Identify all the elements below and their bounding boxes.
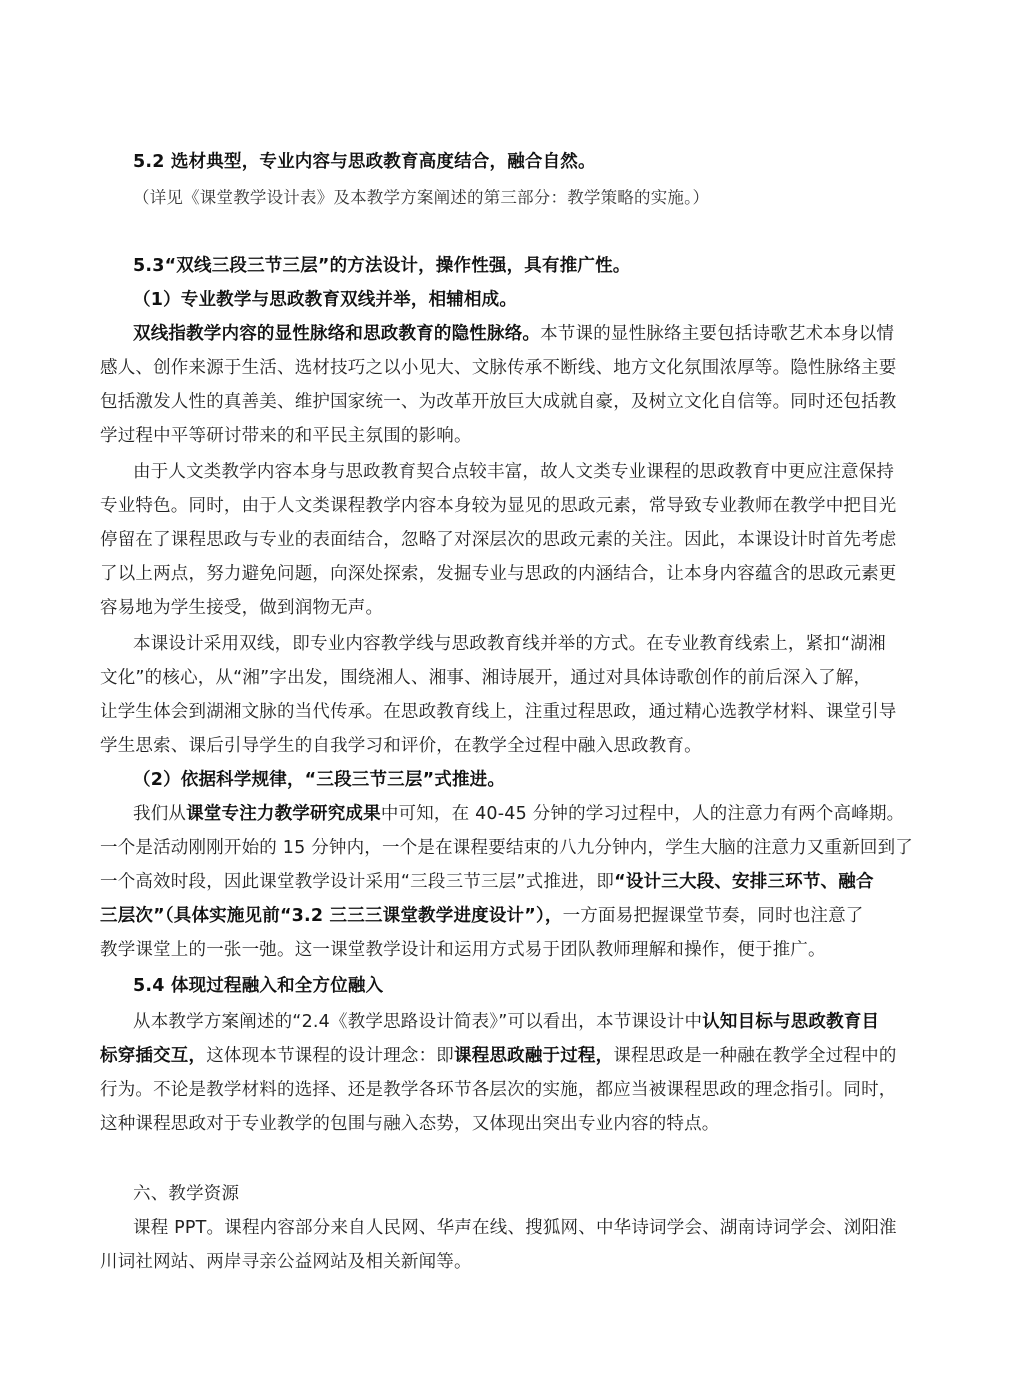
paragraph-6-line-1: 课程 PPT。课程内容部分来自人民网、华声在线、搜狐网、中华诗词学会、湖南诗词学会、浏阳淮 — [133, 1218, 897, 1238]
section-5-2-note: （详见《课堂教学设计表》及本教学方案阐述的第三部分：教学策略的实施。） — [133, 188, 710, 207]
paragraph-2-line-2: 专业特色。同时，由于人文类课程教学内容本身较为显见的思政元素，常导致专业教师在教学中把目光 — [100, 496, 897, 516]
paragraph-2-line-4: 了以上两点，努力避免问题，向深处探索，发掘专业与思政的内涵结合，让本身内容蕴含的思政元素更 — [100, 564, 897, 584]
paragraph-3-line-2: 文化”的核心，从“湘”字出发，围绕湘人、湘事、湘诗展开，通过对具体诗歌创作的前后深入了解， — [100, 668, 872, 688]
paragraph-5-line-2 — [100, 1044, 897, 1068]
section-6-heading: 六、教学资源 — [133, 1184, 240, 1204]
paragraph-5-line-4: 这种课程思政对于专业教学的包围与融入态势，又体现出突出专业内容的特点。 — [100, 1114, 720, 1134]
paragraph-4-text-b: 中可知，在 40-45 分钟的学习过程中，人的注意力有两个高峰期。 — [380, 804, 905, 824]
section-5-2-heading: 5.2 选材典型，专业内容与思政教育高度结合，融合自然。 — [133, 152, 596, 172]
paragraph-4-text-a: 我们从 — [133, 804, 187, 824]
paragraph-4-line-5: 教学课堂上的一张一弛。这一课堂教学设计和运用方式易于团队教师理解和操作，便于推广。 — [100, 940, 826, 960]
paragraph-5-text-c: 课程思政是一种融在教学全过程中的 — [613, 1046, 897, 1066]
paragraph-1-line-3: 包括激发人性的真善美、维护国家统一、为改革开放巨大成就自豪，及树立文化自信等。同时还包括教 — [100, 392, 897, 412]
paragraph-4-bold-c: 三层次”（具体实施见前“3.2 三三三课堂教学进度设计”）， — [100, 906, 563, 926]
paragraph-5-bold-c: 课程思政融于过程， — [454, 1046, 614, 1066]
subheading-2: （2）依据科学规律，“三段三节三层”式推进。 — [133, 770, 506, 790]
paragraph-4-bold-b: “设计三大段、安排三环节、融合 — [614, 872, 874, 892]
paragraph-6-line-2: 川词社网站、两岸寻亲公益网站及相关新闻等。 — [100, 1252, 472, 1272]
paragraph-5-line-3: 行为。不论是教学材料的选择、还是教学各环节各层次的实施，都应当被课程思政的理念指引。同时， — [100, 1080, 897, 1100]
subheading-1: （1）专业教学与思政教育双线并举，相辅相成。 — [133, 290, 518, 310]
paragraph-4-line-3 — [100, 870, 874, 894]
paragraph-4-bold-a: 课堂专注力教学研究成果 — [186, 804, 381, 824]
paragraph-4-line-4 — [100, 904, 864, 928]
paragraph-1-line-1 — [133, 322, 894, 346]
section-5-4-heading: 5.4 体现过程融入和全方位融入 — [133, 976, 384, 996]
paragraph-2-line-5: 容易地为学生接受，做到润物无声。 — [100, 598, 384, 618]
paragraph-5-text-b: 这体现本节课程的设计理念：即 — [206, 1046, 455, 1066]
paragraph-2-line-1: 由于人文类教学内容本身与思政教育契合点较丰富，故人文类专业课程的思政教育中更应注意保持 — [133, 462, 895, 482]
paragraph-5-bold-b: 标穿插交互， — [100, 1046, 207, 1066]
paragraph-3-line-4: 学生思索、课后引导学生的自我学习和评价，在教学全过程中融入思政教育。 — [100, 736, 702, 756]
paragraph-4-text-d: 一方面易把握课堂节奏，同时也注意了 — [562, 906, 864, 926]
paragraph-5-bold-a: 认知目标与思政教育目 — [702, 1012, 880, 1032]
paragraph-1-bold: 双线指教学内容的显性脉络和思政教育的隐性脉络。 — [133, 324, 541, 344]
paragraph-1-line-2: 感人、创作来源于生活、选材技巧之以小见大、文脉传承不断线、地方文化氛围浓厚等。隐性脉络主要 — [100, 358, 897, 378]
paragraph-4-line-2: 一个是活动刚刚开始的 15 分钟内，一个是在课程要结束的八九分钟内，学生大脑的注意力又重新回到了 — [100, 838, 913, 858]
paragraph-3-line-1: 本课设计采用双线，即专业内容教学线与思政教育线并举的方式。在专业教育线索上，紧扣“湖湘 — [133, 634, 886, 654]
paragraph-5-line-1 — [133, 1010, 879, 1034]
paragraph-1-text: 本节课的显性脉络主要包括诗歌艺术本身以情 — [540, 324, 895, 344]
section-5-3-heading: 5.3“双线三段三节三层”的方法设计，操作性强，具有推广性。 — [133, 256, 631, 276]
paragraph-3-line-3: 让学生体会到湖湘文脉的当代传承。在思政教育线上，注重过程思政，通过精心选教学材料、课堂引导 — [100, 702, 897, 722]
paragraph-4-text-c: 一个高效时段，因此课堂教学设计采用“三段三节三层”式推进，即 — [100, 872, 615, 892]
paragraph-2-line-3: 停留在了课程思政与专业的表面结合，忽略了对深层次的思政元素的关注。因此，本课设计时首先考虑 — [100, 530, 897, 550]
paragraph-1-line-4: 学过程中平等研讨带来的和平民主氛围的影响。 — [100, 426, 472, 446]
paragraph-4-line-1 — [133, 802, 904, 826]
paragraph-5-text-a: 从本教学方案阐述的“2.4《教学思路设计简表》”可以看出，本节课设计中 — [133, 1012, 703, 1032]
